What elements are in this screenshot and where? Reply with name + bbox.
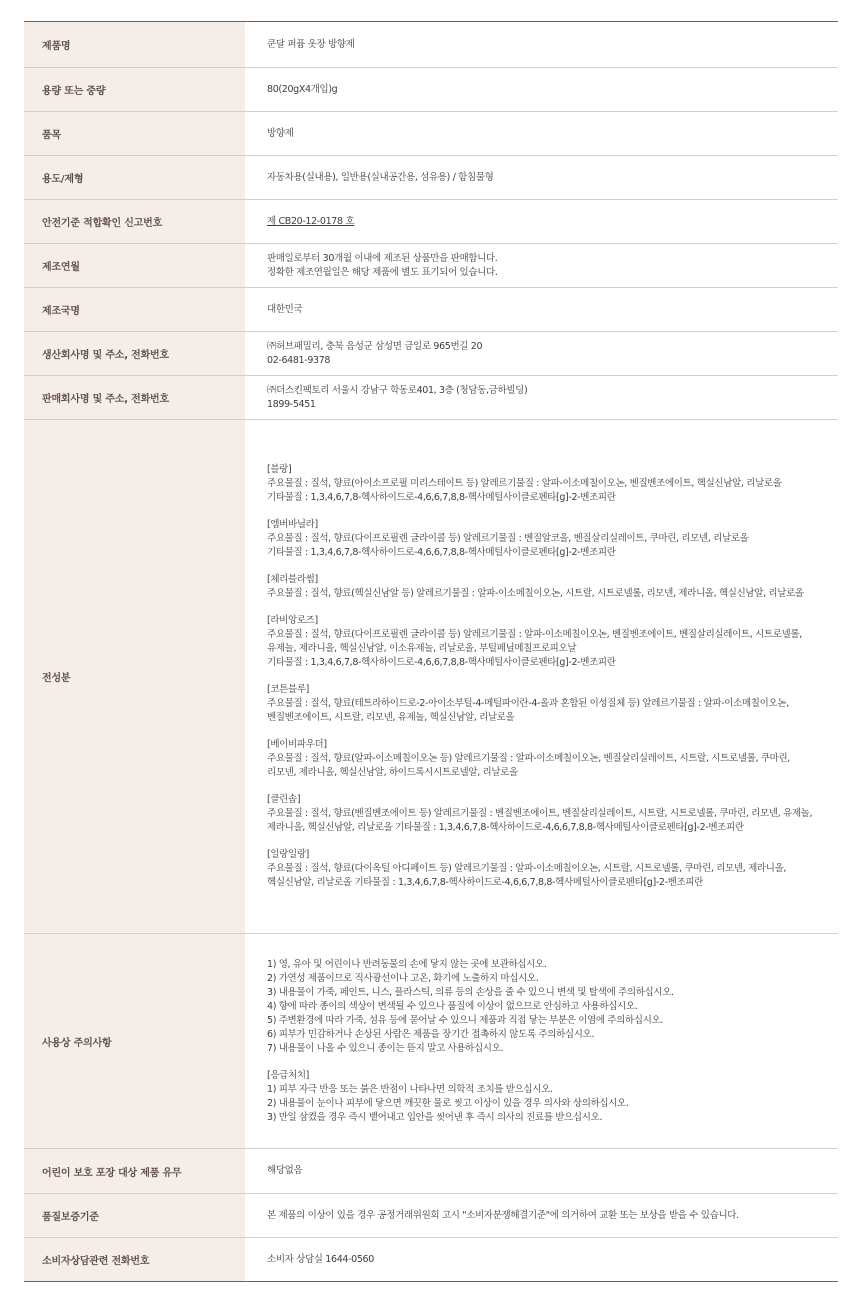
value-line: 3) 내용물이 가죽, 페인트, 니스, 플라스틱, 의류 등의 손상을 줄 수 있으니 변색 및 탈색에 주의하십시오. [267, 986, 674, 998]
value-line: 1899-5451 [267, 398, 316, 410]
value-line: 대한민국 [267, 303, 303, 315]
value-line: 기타물질 : 1,3,4,6,7,8-헥사하이드로-4,6,6,7,8,8-헥사메틸사이클로펜타[g]-2-벤조피란 [267, 547, 616, 558]
value-line: 벤질벤조에이트, 시트랄, 리모넨, 유제놀, 헥실신남알, 리날로올 [267, 712, 515, 723]
row-value [245, 68, 838, 112]
info-row-quality-guarantee [24, 1194, 838, 1238]
value-line: [엠버바닐라] [267, 519, 318, 530]
row-value [245, 1194, 838, 1238]
value-line: 주요물질 : 질석, 향료(아이소프로필 미리스테이트 등) 알레르기물질 : 알파-이소메칠이오논, 벤질벤조에이트, 헥실신남알, 리날로올 [267, 478, 782, 489]
row-label: 제품명 [24, 22, 245, 68]
value-line: 80(20gX4개입)g [267, 83, 338, 95]
value-line: 주요물질 : 질석, 향료(다이프로필렌 글라이콜 등) 알레르기물질 : 알파-이소메칠이오논, 벤질벤조에이트, 벤질살리실레이트, 시트로넬롤, [267, 629, 802, 640]
row-label: 용량 또는 중량 [24, 68, 245, 112]
row-value [245, 156, 838, 200]
row-value [245, 200, 838, 244]
value-line: [응급처치] [267, 1069, 310, 1081]
value-line: [클린솝] [267, 794, 301, 805]
value-line: 기타물질 : 1,3,4,6,7,8-헥사하이드로-4,6,6,7,8,8-헥사메틸사이클로펜타[g]-2-벤조피란 [267, 492, 616, 503]
info-row-precautions [24, 934, 838, 1149]
value-line: 6) 피부가 민감하거나 손상된 사람은 제품을 장기간 접촉하지 않도록 주의하십시오. [267, 1028, 595, 1040]
info-row-country-of-origin [24, 288, 838, 332]
paragraph-gap [267, 1056, 828, 1069]
value-line: 2) 가연성 제품이므로 직사광선이나 고온, 화기에 노출하지 마십시오. [267, 972, 539, 984]
value-line: ㈜더스킨팩토리 서울시 강남구 학동로401, 3층 (청담동,금하빌딩) [267, 384, 528, 396]
paragraph-gap [267, 780, 828, 793]
paragraph-gap [267, 835, 828, 848]
info-row-ingredients [24, 420, 838, 934]
row-label: 사용상 주의사항 [24, 934, 245, 1149]
value-line: 주요물질 : 질석, 향료(테트라하이드로-2-아이소부틸-4-메틸파이란-4-올과 혼합된 이성질체 등) 알레르기물질 : 알파-이소메칠이오논, [267, 698, 789, 709]
row-label: 안전기준 적합확인 신고번호 [24, 200, 245, 244]
value-line: [라비앙로즈] [267, 615, 318, 626]
value-line: 3) 만일 삼켰을 경우 즉시 뱉어내고 입안을 씻어낸 후 즉시 의사의 진료를 받으십시오. [267, 1111, 603, 1123]
row-value [245, 420, 838, 934]
value-line: 리모넨, 제라니올, 헥실신남알, 하이드록시시트로넬알, 리날로올 [267, 767, 518, 778]
row-label: 어린이 보호 포장 대상 제품 유무 [24, 1149, 245, 1194]
paragraph-gap [267, 670, 828, 683]
value-line: ㈜허브패밀리, 충북 음성군 삼성면 금일로 965번길 20 [267, 340, 483, 352]
value-line: 2) 내용물이 눈이나 피부에 닿으면 깨끗한 물로 씻고 이상이 있을 경우 의사와 상의하십시오. [267, 1097, 629, 1109]
value-line: 1) 영, 유아 및 어린이나 반려동물의 손에 닿지 않는 곳에 보관하십시오. [267, 958, 547, 970]
value-line: 주요물질 : 질석, 향료(알파-이소메칠이오논 등) 알레르기물질 : 알파-이소메칠이오논, 벤질살리실레이트, 시트랄, 시트로넬롤, 쿠마린, [267, 753, 790, 764]
value-line: 주요물질 : 질석, 향료(다이프로필렌 글라이콜 등) 알레르기물질 : 벤질알코올, 벤질살리실레이트, 쿠마린, 리모넨, 리날로올 [267, 533, 749, 544]
row-value [245, 288, 838, 332]
paragraph-gap [267, 601, 828, 614]
row-label: 품질보증기준 [24, 1194, 245, 1238]
paragraph-gap [267, 725, 828, 738]
value-line: 기타물질 : 1,3,4,6,7,8-헥사하이드로-4,6,6,7,8,8-헥사메틸사이클로펜타[g]-2-벤조피란 [267, 657, 616, 668]
value-line: 해당없음 [267, 1165, 303, 1176]
product-info-sheet [24, 21, 838, 1282]
value-line: 1) 피부 자극 반응 또는 붉은 반점이 나타나면 의학적 조치를 받으십시오. [267, 1083, 553, 1095]
row-value [245, 244, 838, 288]
info-row-product-name [24, 22, 838, 68]
value-line: 주요물질 : 질석, 향료(헥실신남알 등) 알레르기물질 : 알파-이소메칠이오논, 시트랄, 시트로넬롤, 리모넨, 제라니올, 헥실신남알, 리날로올 [267, 588, 804, 599]
row-label: 품목 [24, 112, 245, 156]
value-line: 4) 향에 따라 종이의 색상이 변색될 수 있으나 품질에 이상이 없으므로 안심하고 사용하십시오. [267, 1000, 638, 1012]
info-row-capacity [24, 68, 838, 112]
value-line: [블랑] [267, 464, 292, 475]
value-line: 02-6481-9378 [267, 354, 331, 366]
info-row-manufacturer [24, 332, 838, 376]
row-label: 제조국명 [24, 288, 245, 332]
row-label: 용도/제형 [24, 156, 245, 200]
info-row-safety-certification [24, 200, 838, 244]
row-value [245, 332, 838, 376]
value-line: 본 제품의 이상이 있을 경우 공정거래위원회 고시 "소비자분쟁해결기준"에 의거하여 교환 또는 보상을 받을 수 있습니다. [267, 1209, 739, 1221]
value-line: 방향제 [267, 127, 294, 139]
row-label: 소비자상담관련 전화번호 [24, 1238, 245, 1282]
row-value [245, 112, 838, 156]
value-line: [체리블라썸] [267, 574, 318, 585]
value-line: 판매일로부터 30개월 이내에 제조된 상품만을 판매합니다. [267, 252, 498, 264]
row-value [245, 934, 838, 1149]
info-row-usage-form [24, 156, 838, 200]
value-line: 제 CB20-12-0178 호 [267, 215, 355, 227]
row-label: 생산회사명 및 주소, 전화번호 [24, 332, 245, 376]
value-line: 헥실신남알, 리날로올 기타물질 : 1,3,4,6,7,8-헥사하이드로-4,6,6,7,8,8-헥사메틸사이클로펜타[g]-2-벤조피란 [267, 877, 703, 888]
row-value [245, 376, 838, 420]
row-value [245, 1238, 838, 1282]
info-row-child-protection [24, 1149, 838, 1194]
paragraph-gap [267, 560, 828, 573]
value-line: 자동차용(실내용), 일반용(실내공간용, 섬유용) / 함침물형 [267, 171, 494, 183]
value-line: [일랑일랑] [267, 849, 310, 860]
value-line: 주요물질 : 질석, 향료(벤질벤조에이트 등) 알레르기물질 : 벤질벤조에이트, 벤질살리실레이트, 시트랄, 시트로넬롤, 쿠마린, 리모넨, 유제놀, [267, 808, 813, 819]
info-row-consumer-hotline [24, 1238, 838, 1282]
value-line: [베이비파우더] [267, 739, 327, 750]
product-info-table [24, 21, 838, 1282]
info-row-seller [24, 376, 838, 420]
value-line: 소비자 상담실 1644-0560 [267, 1253, 374, 1265]
info-row-item-type [24, 112, 838, 156]
value-line: 쿤달 퍼퓸 옷장 방향제 [267, 38, 355, 50]
row-label: 제조연월 [24, 244, 245, 288]
value-line: 유제놀, 제라니올, 헥실신남알, 이소유제놀, 리날로올, 부틸페닐메칠프로피오날 [267, 643, 577, 654]
value-line: 정확한 제조연월일은 해당 제품에 별도 표기되어 있습니다. [267, 266, 498, 278]
value-line: 5) 주변환경에 따라 가죽, 섬유 등에 묻어날 수 있으니 제품과 직접 닿는 부분은 이염에 주의하십시오. [267, 1014, 664, 1026]
paragraph-gap [267, 505, 828, 518]
value-line: 주요물질 : 질석, 향료(다이옥틸 아디페이트 등) 알레르기물질 : 알파-이소메칠이오논, 시트랄, 시트로넬롤, 쿠마린, 리모넨, 제라니올, [267, 863, 787, 874]
row-label: 판매회사명 및 주소, 전화번호 [24, 376, 245, 420]
row-label: 전성분 [24, 420, 245, 934]
value-line: 제라니올, 헥실신남알, 리날로올 기타물질 : 1,3,4,6,7,8-헥사하이드로-4,6,6,7,8,8-헥사메틸사이클로펜타[g]-2-벤조피란 [267, 822, 744, 833]
row-value [245, 22, 838, 68]
value-line: [코튼블루] [267, 684, 310, 695]
row-value [245, 1149, 838, 1194]
info-row-manufacture-date [24, 244, 838, 288]
value-line: 7) 내용물이 나올 수 있으니 종이는 뜯지 말고 사용하십시오. [267, 1042, 504, 1054]
